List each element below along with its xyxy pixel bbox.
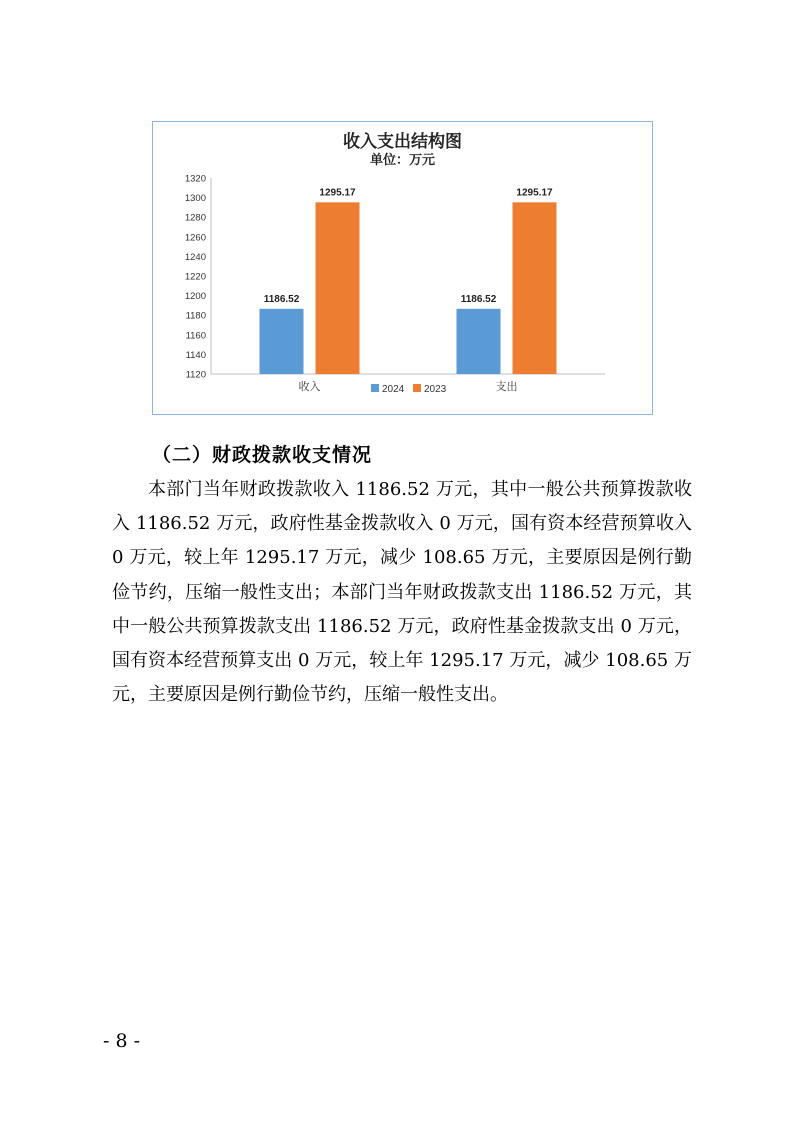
legend-swatch — [371, 384, 379, 392]
data-label: 1295.17 — [516, 187, 553, 199]
y-tick-label: 1320 — [184, 173, 206, 185]
chart-title: 收入支出结构图 — [343, 132, 462, 152]
legend-label: 2023 — [424, 384, 447, 395]
body-text — [112, 473, 692, 712]
x-tick-label: 支出 — [495, 380, 518, 393]
y-tick-label: 1220 — [184, 271, 206, 283]
bar-2024 — [457, 309, 501, 374]
bar-2023 — [513, 202, 557, 374]
y-tick-label: 1160 — [185, 330, 206, 342]
data-label: 1186.52 — [263, 293, 300, 305]
chart-subtitle: 单位：万元 — [369, 153, 435, 168]
data-label: 1295.17 — [319, 187, 356, 199]
section-heading: （二）财政拨款收支情况 — [152, 444, 373, 466]
y-tick-label: 1240 — [184, 251, 206, 263]
data-label: 1186.52 — [460, 293, 497, 305]
y-tick-label: 1300 — [184, 193, 206, 205]
legend-label: 2024 — [382, 384, 405, 395]
body-paragraph: 本部门当年财政拨款收入 1186.52 万元，其中一般公共预算拨款收入 1186.52 万元，政府性基金拨款收入 0 万元，国有资本经营预算收入 0 万元，较上年 1295.17 万元，减少 108.65 万元，主要原因是例行勤俭节约，压缩一般性支出；本部门当年财政拨款支出 1186.52 万元，其中一般公共预算拨款支出 1186.52 万元，政府性基金拨款支出 0 万元，国有资本经营预算支出 0 万元，较上年 1295.17 万元，减少 108.65 万元，主要原因是例行勤俭节约，压缩一般性支出。 — [112, 479, 692, 706]
income-expense-chart — [152, 121, 653, 415]
y-tick-label: 1140 — [185, 349, 206, 361]
chart-plot — [153, 122, 654, 416]
x-tick-label: 收入 — [298, 380, 321, 393]
page-number: - 8 - — [103, 1030, 141, 1052]
y-tick-label: 1260 — [184, 232, 206, 244]
legend-swatch — [413, 384, 421, 392]
y-tick-label: 1180 — [185, 310, 206, 322]
y-tick-label: 1120 — [185, 369, 206, 381]
bar-2023 — [316, 202, 360, 374]
y-tick-label: 1280 — [184, 212, 206, 224]
bar-2024 — [260, 309, 304, 374]
y-tick-label: 1200 — [184, 291, 206, 303]
